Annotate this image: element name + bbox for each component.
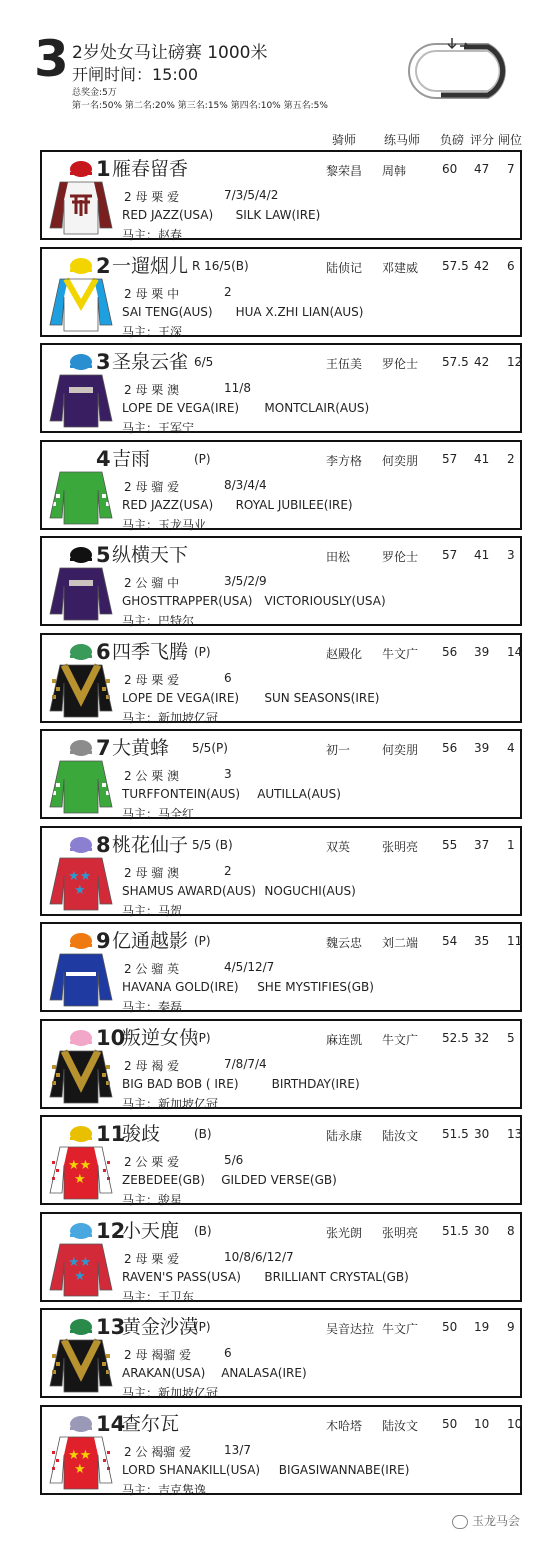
jockey-name: 初一 — [326, 743, 351, 757]
owner: 马主：秦磊 — [122, 1000, 183, 1014]
age-sex-colour-origin: 2 母 骝 澳 — [124, 865, 180, 880]
age-sex-colour-origin: 2 公 栗 爱 — [124, 1155, 180, 1169]
trainer-name: 罗伦士 — [382, 550, 419, 564]
horse-name: 叛逆女侠 — [122, 1026, 199, 1049]
horse-name: 一遛烟儿 — [112, 254, 189, 277]
gear-note: (P) — [194, 644, 211, 659]
sire: SAI TENG(AUS) — [122, 304, 213, 319]
horse-name: 大黄蜂 — [112, 737, 170, 759]
sire: ZEBEDEE(GB) — [122, 1173, 205, 1187]
owner: 马主：新加坡亿冠 — [122, 710, 219, 725]
rating: 42 — [474, 258, 490, 273]
horse-name: 桃花仙子 — [112, 833, 189, 856]
svg-text:★: ★ — [74, 1268, 86, 1284]
svg-text:★: ★ — [74, 1461, 86, 1477]
rating: 30 — [474, 1223, 490, 1238]
runner-card — [40, 1115, 522, 1205]
weight: 56 — [442, 741, 458, 755]
runner-card — [40, 440, 522, 530]
jockey-name: 赵殿化 — [326, 646, 363, 661]
gear-note: (P) — [194, 934, 211, 948]
weight: 57.5 — [442, 355, 469, 369]
dam: GILDED VERSE(GB) — [221, 1173, 337, 1187]
dam: BRILLIANT CRYSTAL(GB) — [264, 1269, 409, 1284]
trainer-name: 何奕朋 — [382, 453, 419, 468]
start-time: 开闸时间：15:00 — [72, 65, 199, 84]
gear-note: R 16/5(B) — [192, 258, 249, 273]
recent-form: 7/8/7/4 — [224, 1056, 267, 1071]
owner: 马主：马贺 — [122, 903, 183, 918]
dam: AUTILLA(AUS) — [257, 787, 341, 801]
age-sex-colour-origin: 2 公 骝 中 — [124, 576, 180, 590]
dam: HUA X.ZHI LIAN(AUS) — [235, 304, 364, 319]
dam: ANALASA(IRE) — [221, 1366, 307, 1380]
draw: 7 — [507, 162, 515, 176]
dam: MONTCLAIR(AUS) — [264, 401, 370, 415]
dam: SUN SEASONS(IRE) — [264, 690, 380, 705]
dam: SILK LAW(IRE) — [235, 208, 321, 222]
age-sex-colour-origin: 2 母 骝 爱 — [124, 479, 180, 494]
owner: 马主：吉克隽逸 — [122, 1482, 207, 1497]
recent-form: 8/3/4/4 — [224, 477, 267, 492]
draw: 9 — [507, 1320, 515, 1334]
weight: 51.5 — [442, 1127, 469, 1141]
svg-text:★★: ★★ — [68, 1447, 92, 1463]
age-sex-colour-origin: 2 母 褐骝 爱 — [124, 1348, 192, 1362]
horse-name: 吉雨 — [112, 447, 151, 470]
owner: 马主：王卫东 — [122, 1289, 195, 1304]
recent-form: 2 — [224, 863, 232, 878]
wechat-icon — [452, 1515, 468, 1529]
runner-card — [40, 633, 522, 723]
trainer-name: 刘二端 — [382, 936, 419, 950]
trainer-name: 陆汝文 — [382, 1418, 419, 1433]
saddle-number: 11 — [96, 1122, 126, 1146]
sire: LOPE DE VEGA(IRE) — [122, 690, 240, 705]
rating: 35 — [474, 934, 490, 948]
age-sex-colour-origin: 2 母 栗 爱 — [124, 190, 180, 204]
rating: 39 — [474, 644, 490, 659]
trainer-name: 牛文广 — [382, 646, 419, 661]
dam: ROYAL JUBILEE(IRE) — [235, 497, 353, 512]
draw: 14 — [507, 644, 523, 659]
column-header-draw: 闸位 — [498, 133, 523, 147]
weight: 60 — [442, 162, 458, 176]
trainer-name: 何奕朋 — [382, 743, 419, 757]
column-header-trainer: 练马师 — [384, 133, 421, 147]
gear-note: (B) — [194, 1223, 212, 1238]
saddle-number: 2 — [96, 253, 111, 278]
jockey-name: 双英 — [326, 839, 351, 854]
saddle-number: 8 — [96, 832, 111, 857]
trainer-name: 牛文广 — [382, 1322, 419, 1336]
age-sex-colour-origin: 2 母 栗 爱 — [124, 672, 180, 687]
sire: HAVANA GOLD(IRE) — [122, 980, 239, 994]
runner-card — [40, 922, 522, 1012]
recent-form: 6 — [224, 670, 232, 685]
owner: 马主：新加坡亿冠 — [122, 1386, 219, 1400]
age-sex-colour-origin: 2 公 骝 英 — [124, 962, 180, 976]
runner-card — [40, 1019, 522, 1109]
weight: 57 — [442, 451, 458, 466]
trainer-name: 张明亮 — [382, 1225, 419, 1240]
gear-note: (P) — [194, 451, 211, 466]
prize-distribution: 第一名:50% 第二名:20% 第三名:15% 第四名:10% 第五名:5% — [72, 101, 328, 111]
svg-text:★★: ★★ — [68, 868, 92, 884]
race-header — [0, 0, 550, 120]
sire: LOPE DE VEGA(IRE) — [122, 401, 240, 415]
saddle-number: 5 — [96, 543, 111, 567]
owner: 马主：王军宁 — [122, 421, 195, 435]
jockey-name: 田松 — [326, 550, 351, 564]
recent-form: 6 — [224, 1346, 232, 1360]
gear-note: 5/5(P) — [192, 741, 228, 755]
recent-form: 3 — [224, 767, 232, 781]
watermark-text: 玉龙马会 — [472, 1514, 521, 1528]
dam: SHE MYSTIFIES(GB) — [257, 980, 374, 994]
gear-note: (P) — [194, 1030, 211, 1045]
jockey-name: 陆永康 — [326, 1129, 363, 1143]
owner: 马主：玉龙马业 — [122, 517, 207, 532]
rating: 47 — [474, 162, 490, 176]
dam: BIRTHDAY(IRE) — [271, 1076, 360, 1091]
jockey-name: 麻连凯 — [326, 1032, 363, 1047]
rating: 41 — [474, 548, 490, 562]
svg-text:★: ★ — [74, 1172, 86, 1187]
age-sex-colour-origin: 2 公 栗 澳 — [124, 769, 180, 783]
rating: 10 — [474, 1416, 490, 1431]
trainer-name: 陆汝文 — [382, 1129, 419, 1143]
age-sex-colour-origin: 2 母 栗 中 — [124, 286, 180, 301]
runner-card — [40, 247, 522, 337]
owner: 马主：王深 — [122, 324, 183, 339]
owner: 马主：赵春 — [122, 228, 183, 242]
runner-card — [40, 536, 522, 626]
runner-card — [40, 343, 522, 433]
race-title: 2岁处女马让磅赛 1000米 — [72, 43, 268, 63]
column-header-jockey: 骑师 — [332, 133, 357, 147]
saddle-number: 13 — [96, 1315, 126, 1339]
saddle-number: 6 — [96, 639, 111, 664]
horse-name: 黄金沙漠 — [122, 1316, 199, 1338]
saddle-number: 10 — [96, 1025, 126, 1050]
draw: 5 — [507, 1030, 515, 1045]
gear-note: (B) — [194, 1127, 212, 1141]
rating: 42 — [474, 355, 490, 369]
draw: 11 — [507, 934, 523, 948]
runner-card — [40, 1308, 522, 1398]
race-number: 3 — [34, 30, 69, 88]
horse-name: 雁春留香 — [112, 158, 189, 180]
column-header-weight: 负磅 — [440, 133, 465, 147]
draw: 3 — [507, 548, 515, 562]
sire: RED JAZZ(USA) — [122, 497, 214, 512]
gear-note: 6/5 — [194, 355, 214, 369]
age-sex-colour-origin: 2 母 褐 爱 — [124, 1058, 180, 1073]
jockey-name: 黎荣昌 — [326, 164, 363, 178]
saddle-number: 3 — [96, 350, 111, 374]
rating: 32 — [474, 1030, 490, 1045]
sire: BIG BAD BOB ( IRE) — [122, 1076, 239, 1091]
draw: 6 — [507, 258, 515, 273]
recent-form: 7/3/5/4/2 — [224, 188, 279, 202]
jockey-name: 张光朗 — [326, 1225, 363, 1240]
draw: 2 — [507, 451, 515, 466]
draw: 10 — [507, 1416, 523, 1431]
watermark — [452, 1512, 520, 1529]
weight: 50 — [442, 1320, 458, 1334]
recent-form: 11/8 — [224, 381, 251, 395]
recent-form: 4/5/12/7 — [224, 960, 275, 974]
trainer-name: 张明亮 — [382, 839, 419, 854]
dam: NOGUCHI(AUS) — [264, 883, 356, 898]
weight: 55 — [442, 837, 458, 852]
recent-form: 2 — [224, 284, 232, 299]
svg-text:★★: ★★ — [68, 1254, 92, 1270]
horse-name: 亿通越影 — [112, 930, 189, 952]
horse-name: 圣泉云雀 — [112, 351, 189, 373]
saddle-number: 1 — [96, 157, 111, 181]
saddle-number: 7 — [96, 736, 111, 760]
jockey-name: 陆侦记 — [326, 260, 363, 275]
svg-text:★★: ★★ — [68, 1158, 92, 1173]
horse-name: 小天鹿 — [122, 1219, 180, 1242]
weight: 54 — [442, 934, 458, 948]
sire: ARAKAN(USA) — [122, 1366, 206, 1380]
column-header-rating: 评分 — [470, 133, 495, 147]
owner: 马主：骏星 — [122, 1193, 183, 1207]
weight: 52.5 — [442, 1030, 469, 1045]
recent-form: 5/6 — [224, 1153, 244, 1167]
horse-name: 四季飞腾 — [112, 640, 189, 663]
horse-name: 骏歧 — [122, 1123, 161, 1145]
sire: GHOSTTRAPPER(USA) — [122, 594, 253, 608]
rating: 37 — [474, 837, 490, 852]
total-prize: 总奖金:5万 — [72, 88, 117, 98]
draw: 4 — [507, 741, 515, 755]
gear-note: (P) — [194, 1320, 211, 1334]
trainer-name: 罗伦士 — [382, 357, 419, 371]
runner-card — [40, 150, 522, 240]
gear-note: 5/5 (B) — [192, 837, 233, 852]
horse-name: 纵横天下 — [112, 544, 189, 566]
owner: 马主：巴特尔 — [122, 614, 195, 628]
trainer-name: 邓建威 — [382, 260, 419, 275]
runner-card — [40, 1212, 522, 1302]
sire: RED JAZZ(USA) — [122, 208, 214, 222]
jockey-name: 木哈塔 — [326, 1418, 363, 1433]
saddle-number: 4 — [96, 446, 111, 471]
dam: BIGASIWANNABE(IRE) — [278, 1462, 410, 1477]
jockey-name: 王伍美 — [326, 357, 363, 371]
rating: 19 — [474, 1320, 490, 1334]
runner-card — [40, 826, 522, 916]
svg-text:★: ★ — [74, 882, 86, 898]
rating: 41 — [474, 451, 490, 466]
dam: VICTORIOUSLY(USA) — [264, 594, 386, 608]
age-sex-colour-origin: 2 公 褐骝 爱 — [124, 1444, 192, 1459]
rating: 39 — [474, 741, 490, 755]
runner-card — [40, 1405, 522, 1495]
track-diagram-icon — [396, 36, 522, 106]
age-sex-colour-origin: 2 母 栗 爱 — [124, 1251, 180, 1266]
weight: 50 — [442, 1416, 458, 1431]
weight: 57.5 — [442, 258, 469, 273]
sire: LORD SHANAKILL(USA) — [122, 1462, 261, 1477]
recent-form: 10/8/6/12/7 — [224, 1249, 294, 1264]
sire: RAVEN'S PASS(USA) — [122, 1269, 241, 1284]
draw: 8 — [507, 1223, 515, 1238]
saddle-number: 9 — [96, 929, 111, 953]
jockey-name: 吴音达拉 — [326, 1322, 375, 1336]
weight: 51.5 — [442, 1223, 469, 1238]
trainer-name: 牛文广 — [382, 1032, 419, 1047]
owner: 马主：马全红 — [122, 807, 195, 821]
age-sex-colour-origin: 2 母 栗 澳 — [124, 383, 180, 397]
jockey-name: 魏云忠 — [326, 936, 363, 950]
owner: 马主：新加坡亿冠 — [122, 1096, 219, 1111]
saddle-number: 12 — [96, 1218, 126, 1243]
jockey-name: 李方格 — [326, 453, 363, 468]
sire: TURFFONTEIN(AUS) — [122, 787, 241, 801]
weight: 56 — [442, 644, 458, 659]
recent-form: 3/5/2/9 — [224, 574, 267, 588]
horse-name: 查尔瓦 — [122, 1412, 180, 1435]
draw: 13 — [507, 1127, 523, 1141]
sire: SHAMUS AWARD(AUS) — [122, 883, 256, 898]
saddle-number: 14 — [96, 1411, 126, 1436]
trainer-name: 周韩 — [382, 164, 407, 178]
recent-form: 13/7 — [224, 1442, 251, 1457]
draw: 1 — [507, 837, 515, 852]
runner-card — [40, 729, 522, 819]
draw: 12 — [507, 355, 523, 369]
rating: 30 — [474, 1127, 490, 1141]
weight: 57 — [442, 548, 458, 562]
